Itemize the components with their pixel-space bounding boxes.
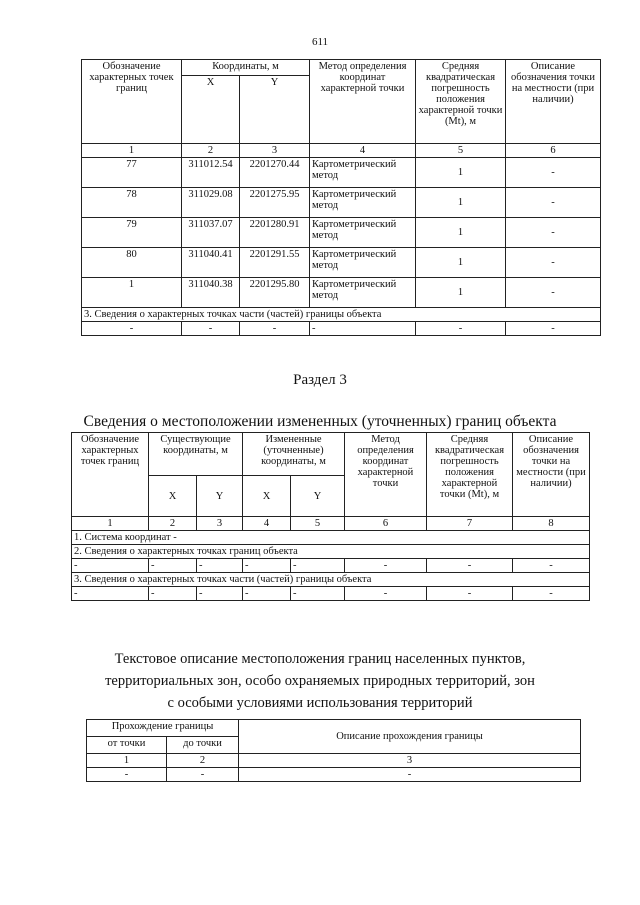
table-row [82,188,601,218]
method: Картометрический метод [310,218,416,248]
empty-cell: - [72,559,149,573]
header-x: X [149,476,197,517]
empty-cell: - [149,559,197,573]
header-error: Средняя квадратическая погрешность положения характерной точки (Mt), м [427,433,513,517]
empty-cell: - [345,587,427,601]
empty-cell: - [513,559,590,573]
table-row [82,248,601,278]
empty-cell: - [87,768,167,782]
empty-cell: - [240,322,310,336]
title-line: территориальных зон, особо охраняемых природных территорий, зон [105,673,535,689]
empty-cell: - [82,322,182,336]
section-3-label: 3. Сведения о характерных точках части (частей) границы объекта [72,573,590,587]
col-number: 3 [240,144,310,158]
description: - [506,218,601,248]
description: - [506,188,601,218]
description: - [506,158,601,188]
error: 1 [416,188,506,218]
coord-y: 2201280.91 [240,218,310,248]
empty-cell: - [239,768,581,782]
header-description: Описание обозначения точки на местности (при наличии) [513,433,590,517]
header-method: Метод определения координат характерной точки [345,433,427,517]
error: 1 [416,278,506,308]
header-changed-coordinates: Измененные (уточненные) координаты, м [243,433,345,476]
point-number: 78 [82,188,182,218]
col-number: 1 [72,517,149,531]
method: Картометрический метод [310,278,416,308]
section-3-label: 3. Сведения о характерных точках части (частей) границы объекта [82,308,601,322]
header-x: X [243,476,291,517]
header-x: X [182,76,240,144]
section-2-label: 2. Сведения о характерных точках границ объекта [72,545,590,559]
empty-cell: - [291,559,345,573]
method: Картометрический метод [310,248,416,278]
table-row [82,158,601,188]
empty-cell: - [310,322,416,336]
description: - [506,278,601,308]
col-number: 6 [345,517,427,531]
col-number: 8 [513,517,590,531]
col-number: 3 [197,517,243,531]
title-line: с особыми условиями использования территорий [167,695,473,711]
point-number: 1 [82,278,182,308]
method: Картометрический метод [310,158,416,188]
error: 1 [416,248,506,278]
coord-y: 2201291.55 [240,248,310,278]
point-number: 77 [82,158,182,188]
description: - [506,248,601,278]
section-heading: Раздел 3 [293,372,347,388]
col-number: 3 [239,754,581,768]
empty-cell: - [345,559,427,573]
table-row [82,218,601,248]
col-number: 2 [149,517,197,531]
point-number: 80 [82,248,182,278]
coord-x: 311040.38 [182,278,240,308]
coordinates-table-2 [71,432,590,601]
title-line: Текстовое описание местоположения границ населенных пунктов, [114,651,526,667]
point-number: 79 [82,218,182,248]
col-number: 5 [291,517,345,531]
header-from-point: от точки [87,737,167,754]
header-y: Y [240,76,310,144]
header-coordinates: Координаты, м [182,60,310,76]
header-method: Метод определения координат характерной точки [310,60,416,144]
text-description-title [0,648,640,714]
coord-x: 311040.41 [182,248,240,278]
empty-cell: - [149,587,197,601]
empty-cell: - [72,587,149,601]
empty-cell: - [197,587,243,601]
method: Картометрический метод [310,188,416,218]
empty-cell: - [243,587,291,601]
empty-cell: - [416,322,506,336]
header-existing-coordinates: Существующие координаты, м [149,433,243,476]
empty-cell: - [427,559,513,573]
header-designation: Обозначение характерных точек границ [72,433,149,517]
section-title: Сведения о местоположении измененных (уточненных) границ объекта [83,413,557,430]
col-number: 6 [506,144,601,158]
boundary-passage-table [86,719,581,782]
coord-x: 311012.54 [182,158,240,188]
col-number: 4 [310,144,416,158]
header-y: Y [291,476,345,517]
header-designation: Обозначение характерных точек границ [82,60,182,144]
empty-cell: - [513,587,590,601]
col-number: 5 [416,144,506,158]
header-error: Средняя квадратическая погрешность положения характерной точки (Mt), м [416,60,506,144]
col-number: 2 [167,754,239,768]
col-number: 1 [82,144,182,158]
header-passage: Прохождение границы [87,720,239,737]
header-to-point: до точки [167,737,239,754]
empty-cell: - [243,559,291,573]
coordinates-table-1 [81,59,601,336]
coord-y: 2201275.95 [240,188,310,218]
empty-cell: - [291,587,345,601]
error: 1 [416,158,506,188]
coord-y: 2201270.44 [240,158,310,188]
coord-x: 311029.08 [182,188,240,218]
col-number: 2 [182,144,240,158]
empty-cell: - [167,768,239,782]
header-passage-description: Описание прохождения границы [239,720,581,754]
empty-cell: - [182,322,240,336]
empty-cell: - [197,559,243,573]
col-number: 4 [243,517,291,531]
empty-cell: - [427,587,513,601]
coord-x: 311037.07 [182,218,240,248]
table-row [82,278,601,308]
coordinate-system-label: 1. Система координат - [72,531,590,545]
col-number: 1 [87,754,167,768]
header-y: Y [197,476,243,517]
coord-y: 2201295.80 [240,278,310,308]
error: 1 [416,218,506,248]
empty-cell: - [506,322,601,336]
page-number: 611 [311,36,329,48]
col-number: 7 [427,517,513,531]
header-description: Описание обозначения точки на местности (при наличии) [506,60,601,144]
